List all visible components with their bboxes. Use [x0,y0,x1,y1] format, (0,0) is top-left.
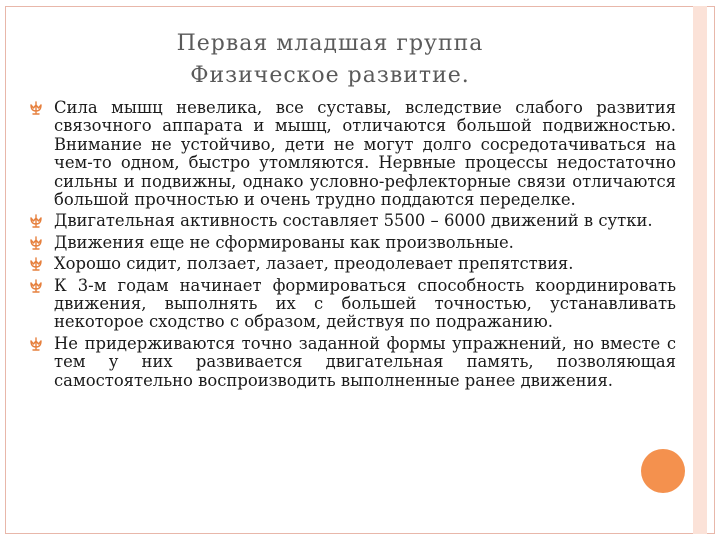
tulip-icon [28,214,44,230]
bullet-text: Двигательная активность составляет 5500 – 6000 движений в сутки. [54,211,653,231]
bullet-text: Хорошо сидит, ползает, лазает, преодолевает препятствия. [54,254,574,274]
decorative-side-strip [693,6,707,534]
list-item [26,99,676,209]
bullet-text: К 3-м годам начинает формироваться способность координировать движения, выполнять их с большей точностью, устанавливать некоторое сходство с образом, действуя по подражанию. [54,275,676,332]
list-item [26,335,676,390]
list-item [26,234,676,252]
title-line-2: Физическое развитие. [190,63,470,88]
decorative-orange-circle [641,449,685,493]
list-item [26,277,676,332]
title-line-1: Первая младшая группа [176,31,484,56]
tulip-icon [28,279,44,295]
tulip-icon [28,236,44,252]
tulip-icon [28,101,44,117]
list-item [26,212,676,230]
tulip-icon [28,257,44,273]
slide-title [0,28,660,92]
bullet-text: Движения еще не сформированы как произвольные. [54,232,514,252]
bullet-list [26,99,676,393]
bullet-text: Сила мышц невелика, все суставы, вследствие слабого развития связочного аппарата и мышц, отличаются большой подвижностью. Внимание не устойчиво, дети не могут долго сосредотачиваться на чем-то одном, быстро утомляются. Нервные процессы недостаточно сильны и подвижны, однако условно-рефлекторные связи отличаются большой прочностью и очень трудно поддаются переделке. [54,98,676,210]
bullet-text: Не придерживаются точно заданной формы упражнений, но вместе с тем у них развивается двигательная память, позволяющая самостоятельно воспроизводить выполненные ранее движения. [54,333,676,390]
tulip-icon [28,337,44,353]
list-item [26,255,676,273]
